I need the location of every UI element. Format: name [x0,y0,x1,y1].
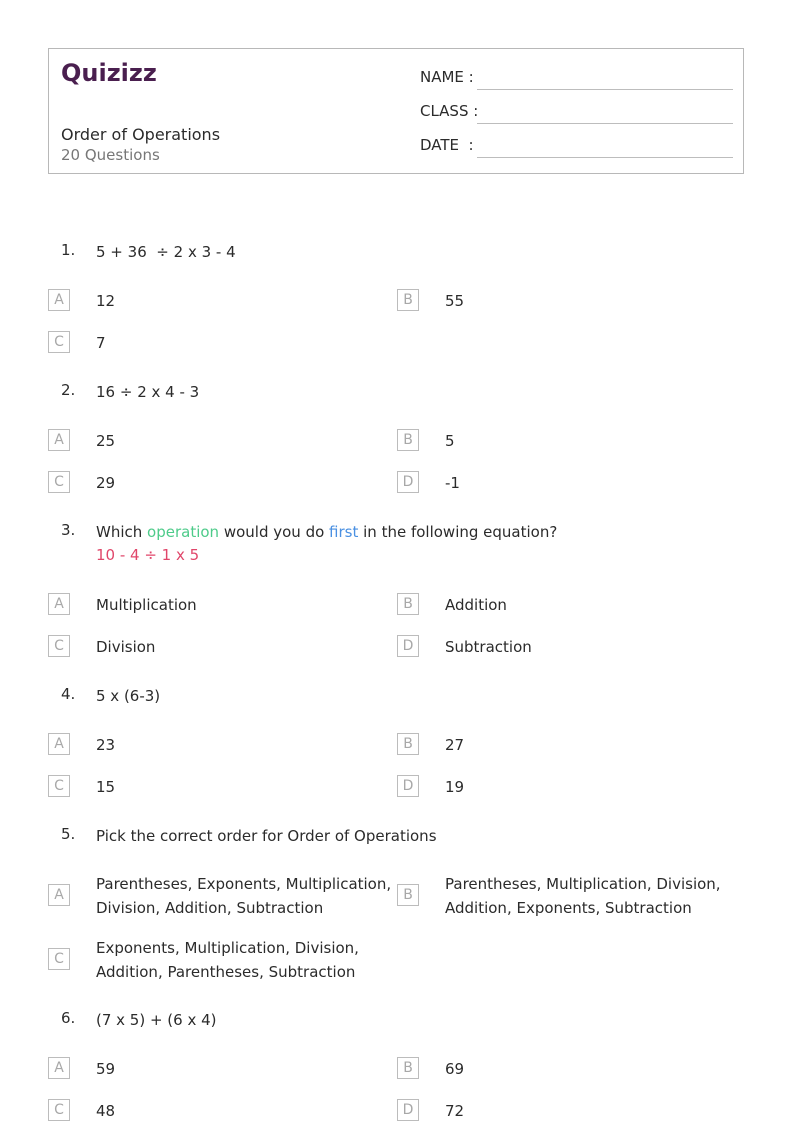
question-number: 4. [61,685,76,703]
option-line: Addition, Exponents, Subtraction [445,899,692,917]
class-label: CLASS : [420,102,479,120]
option-text[interactable]: 5 [445,432,455,450]
option-letter[interactable]: A [48,289,70,311]
option-text[interactable]: 48 [96,1102,116,1120]
highlight-operation: operation [147,523,220,541]
question-text-part: Which [96,523,148,541]
option-letter[interactable]: C [48,471,70,493]
name-label: NAME : [420,68,474,86]
option-letter[interactable]: A [48,593,70,615]
option-letter[interactable]: B [397,884,419,906]
option-letter[interactable]: B [397,429,419,451]
question-text-part: 2 x 3 - 4 [168,243,236,261]
class-line[interactable] [477,123,733,124]
question-number: 3. [61,521,76,539]
name-field[interactable] [420,68,733,90]
option-letter[interactable]: C [48,331,70,353]
question-text [96,520,557,544]
option-letter[interactable]: A [48,884,70,906]
option-letter[interactable]: B [397,733,419,755]
option-letter[interactable]: D [397,635,419,657]
option-text[interactable]: Division [96,638,156,656]
option-text[interactable]: 15 [96,778,116,796]
option-letter[interactable]: B [397,593,419,615]
question-number: 1. [61,241,76,259]
question-text-part: would you do [219,523,330,541]
division-symbol: ÷ [156,243,169,261]
option-text[interactable]: Subtraction [445,638,532,656]
question-text [96,240,236,264]
logo-text: Quizizz [61,59,157,87]
option-letter[interactable]: C [48,948,70,970]
class-field[interactable] [420,102,733,124]
question-text: Pick the correct order for Order of Operations [96,827,437,845]
option-text[interactable]: Multiplication [96,596,197,614]
question-number: 6. [61,1009,76,1027]
option-text[interactable]: 12 [96,292,116,310]
option-text[interactable] [96,936,359,984]
option-letter[interactable]: A [48,1057,70,1079]
option-text[interactable]: 69 [445,1060,465,1078]
quizizz-logo [61,59,161,89]
option-text[interactable] [445,872,721,920]
question-number: 5. [61,825,76,843]
name-line[interactable] [477,89,733,90]
option-letter[interactable]: B [397,1057,419,1079]
option-text[interactable]: 29 [96,474,116,492]
option-letter[interactable]: D [397,471,419,493]
option-letter[interactable]: D [397,775,419,797]
option-text[interactable]: 27 [445,736,465,754]
question-number: 2. [61,381,76,399]
question-text: 16 ÷ 2 x 4 - 3 [96,383,200,401]
date-field[interactable] [420,136,733,158]
worksheet-header [48,48,744,174]
date-label: DATE : [420,136,474,154]
option-letter[interactable]: B [397,289,419,311]
option-text[interactable]: -1 [445,474,460,492]
question-equation: 10 - 4 ÷ 1 x 5 [96,546,200,564]
option-text[interactable]: 25 [96,432,116,450]
option-line: Parentheses, Exponents, Multiplication, [96,875,392,893]
option-text[interactable]: 59 [96,1060,116,1078]
option-letter[interactable]: C [48,775,70,797]
option-letter[interactable]: C [48,635,70,657]
option-text[interactable]: Addition [445,596,507,614]
option-line: Addition, Parentheses, Subtraction [96,963,356,981]
question-text-part: 5 + 36 [96,243,152,261]
question-text: (7 x 5) + (6 x 4) [96,1011,217,1029]
option-letter[interactable]: A [48,429,70,451]
date-line[interactable] [477,157,733,158]
option-line: Exponents, Multiplication, Division, [96,939,359,957]
option-letter[interactable]: C [48,1099,70,1121]
option-text[interactable] [96,872,391,920]
option-line: Division, Addition, Subtraction [96,899,324,917]
option-text[interactable]: 55 [445,292,465,310]
question-text-part: in the following equation? [358,523,558,541]
option-letter[interactable]: A [48,733,70,755]
option-text[interactable]: 7 [96,334,106,352]
question-count: 20 Questions [61,146,160,164]
option-text[interactable]: 72 [445,1102,465,1120]
option-text[interactable]: 23 [96,736,116,754]
highlight-first: first [329,523,359,541]
worksheet-title: Order of Operations [61,125,221,144]
option-text[interactable]: 19 [445,778,465,796]
option-letter[interactable]: D [397,1099,419,1121]
option-line: Parentheses, Multiplication, Division, [445,875,721,893]
question-text: 5 x (6-3) [96,687,161,705]
